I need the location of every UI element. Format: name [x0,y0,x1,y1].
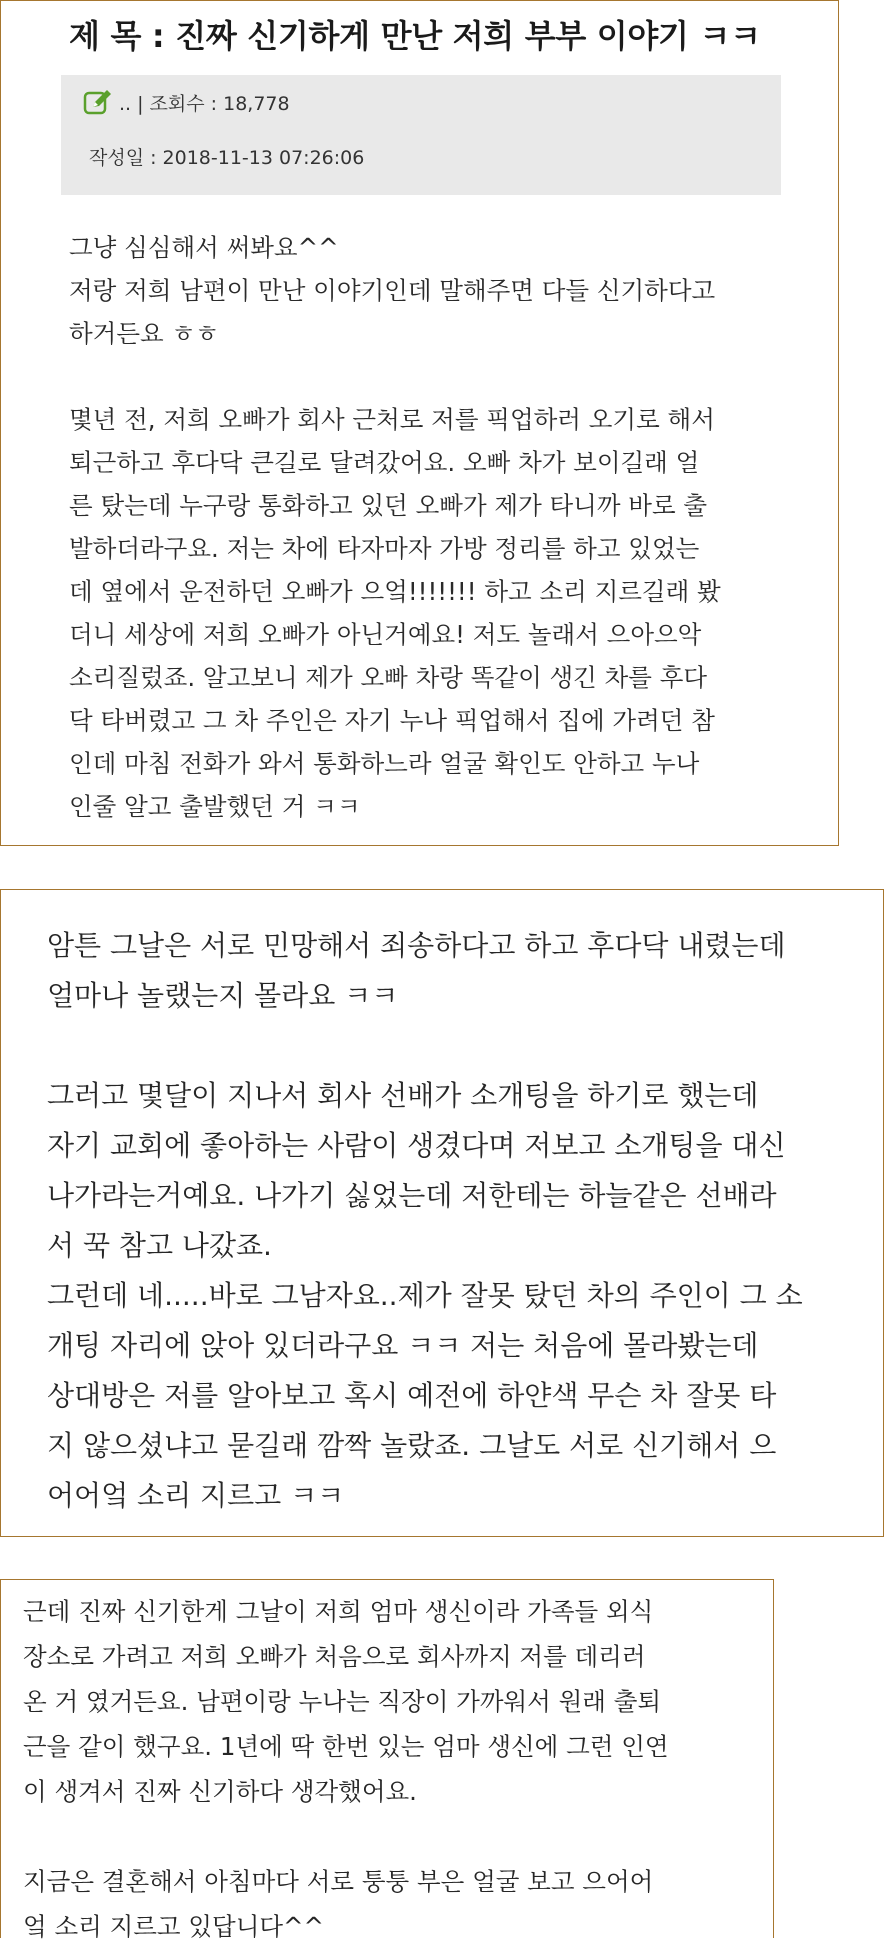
post-body-2 [47,921,803,1521]
text-line: 저랑 저희 남편이 만난 이야기인데 말해주면 다들 신기하다고 [69,276,716,305]
text-line: 인줄 알고 출발했던 거 ㅋㅋ [69,792,361,821]
post-body-3 [23,1589,669,1949]
text-line: 자기 교회에 좋아하는 사람이 생겼다며 저보고 소개팅을 대신 [47,1129,786,1162]
post-panel-2 [0,889,884,1537]
text-line: 엌 소리 지르고 있답니다^^ [23,1912,325,1941]
text-line: 어어엌 소리 지르고 ㅋㅋ [47,1479,345,1512]
text-line: 온 거 였거든요. 남편이랑 누나는 직장이 가까워서 원래 출퇴 [23,1687,662,1716]
text-line: 인데 마침 전화가 와서 통화하느라 얼굴 확인도 안하고 누나 [69,749,700,778]
edit-icon [83,87,113,117]
post-panel-3 [0,1579,774,1941]
text-line: 상대방은 저를 알아보고 혹시 예전에 하얀색 무슨 차 잘못 타 [47,1379,777,1412]
text-line: 암튼 그날은 서로 민망해서 죄송하다고 하고 후다닥 내렸는데 [47,929,786,962]
text-line: 른 탔는데 누구랑 통화하고 있던 오빠가 제가 타니까 바로 출 [69,491,708,520]
text-line: 그냥 심심해서 써봐요^^ [69,233,339,262]
text-line: 그런데 네.....바로 그남자요..제가 잘못 탔던 차의 주인이 그 소 [47,1279,803,1312]
text-line: 하거든요 ㅎㅎ [69,319,219,348]
text-line: 더니 세상에 저희 오빠가 아닌거예요! 저도 놀래서 으아으악 [69,620,702,649]
text-line: 얼마나 놀랬는지 몰라요 ㅋㅋ [47,979,399,1012]
text-line: 퇴근하고 후다닥 큰길로 달려갔어요. 오빠 차가 보이길래 얼 [69,448,700,477]
post-body-1 [69,226,721,828]
post-panel-1 [0,0,839,846]
text-line: 데 옆에서 운전하던 오빠가 으엌!!!!!!! 하고 소리 지르길래 봤 [69,577,721,606]
post-title: 제 목 : 진짜 신기하게 만난 저희 부부 이야기 ㅋㅋ [69,17,761,55]
text-line: 소리질렀죠. 알고보니 제가 오빠 차랑 똑같이 생긴 차를 후다 [69,663,708,692]
text-line: 몇년 전, 저희 오빠가 회사 근처로 저를 픽업하러 오기로 해서 [69,405,715,434]
text-line: 근을 같이 했구요. 1년에 딱 한번 있는 엄마 생신에 그런 인연 [23,1732,669,1761]
post-meta-row [83,87,290,117]
text-line: 나가라는거예요. 나가기 싫었는데 저한테는 하늘같은 선배라 [47,1179,777,1212]
text-line: 이 생겨서 진짜 신기하다 생각했어요. [23,1777,417,1806]
text-line: 개팅 자리에 앉아 있더라구요 ㅋㅋ 저는 처음에 몰라봤는데 [47,1329,759,1362]
text-line: 발하더라구요. 저는 차에 타자마자 가방 정리를 하고 있었는 [69,534,700,563]
post-meta-box [61,75,781,195]
text-line: 그러고 몇달이 지나서 회사 선배가 소개팅을 하기로 했는데 [47,1079,759,1112]
text-line: 닥 타버렸고 그 차 주인은 자기 누나 픽업해서 집에 가려던 참 [69,706,715,735]
text-line: 근데 진짜 신기한게 그날이 저희 엄마 생신이라 가족들 외식 [23,1597,654,1626]
text-line: 서 꾹 참고 나갔죠. [47,1229,272,1262]
text-line: 장소로 가려고 저희 오빠가 처음으로 회사까지 저를 데리러 [23,1642,646,1671]
post-author-views: .. | 조회수 : 18,778 [119,92,290,115]
text-line: 지 않으셨냐고 묻길래 깜짝 놀랐죠. 그날도 서로 신기해서 으 [47,1429,777,1462]
text-line: 지금은 결혼해서 아침마다 서로 퉁퉁 부은 얼굴 보고 으어어 [23,1867,654,1896]
post-date: 작성일 : 2018-11-13 07:26:06 [89,147,365,169]
